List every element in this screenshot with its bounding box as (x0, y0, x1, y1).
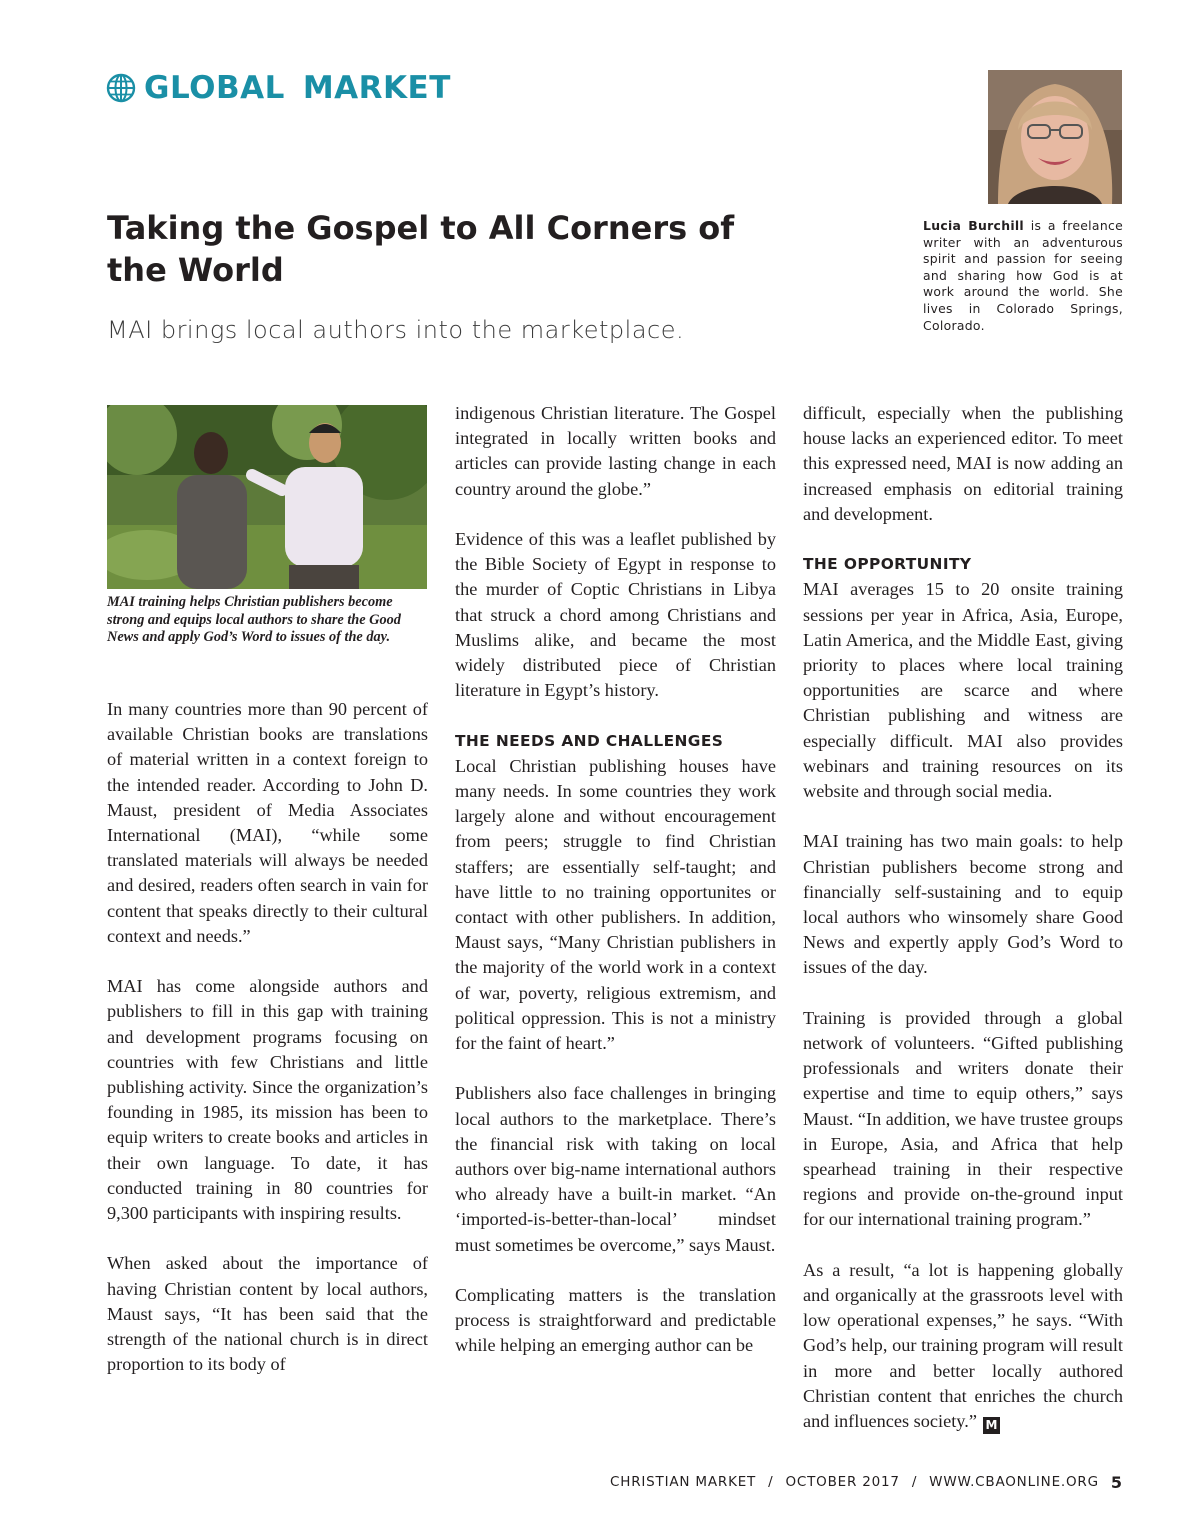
paragraph: In many countries more than 90 percent of available Christian books are translations of material written in a context foreign to the intended reader. According to John D. Maust, president of Media Associates International (MAI), “while some translated materials will always be needed and desired, readers often search in vain for content that speaks directly to their cultural context and needs.” (107, 699, 428, 946)
footer-issue: OCTOBER 2017 (785, 1474, 900, 1490)
author-bio (923, 218, 1123, 334)
article-title: Taking the Gospel to All Corners of the World (107, 209, 735, 289)
body-column-3 (803, 401, 1123, 1459)
author-photo (988, 70, 1122, 204)
paragraph-final (803, 1258, 1123, 1434)
page-footer (610, 1471, 1122, 1493)
paragraph: Local Christian publishing houses have many needs. In some countries they work largely alone and without encouragement from peers; struggle to find Christian staffers; are essentially self-taught; and have little to no training opportunites or contact with other publishers. In addition, Maust says, “Many Christian publishers in the majority of the world work in a context of war, poverty, religious extremism, and political oppression. This is not a ministry for the faint of heart.” (455, 755, 776, 1054)
author-name: Lucia Burchill (923, 218, 1024, 233)
body-column-1 (107, 697, 428, 1403)
paragraph: Complicating matters is the translation process is straightforward and predictable while helping an emerging author can be (455, 1285, 776, 1356)
paragraph: indigenous Christian literature. The Gospel integrated in locally written books and articles can provide lasting change in each country around the globe.” (455, 403, 776, 499)
footer-separator: / (911, 1474, 918, 1490)
paragraph: Publishers also face challenges in bringing local authors to the marketplace. There’s the financial risk with taking on local authors over big-name international authors who already have a built-in market. “An ‘imported-is-better-than-local’ mindset must sometimes be overcome,” says Maust. (455, 1083, 776, 1255)
training-photo (107, 405, 427, 589)
author-bio-text: is a freelance writer with an adventurous spirit and passion for seeing and sharing how God is at work around the world. She lives in Colorado Springs, Colorado. (923, 218, 1124, 333)
paragraph: MAI training has two main goals: to help Christian publishers become strong and financially self-sustaining and to equip local authors who winsomely share Good News and expertly apply God’s Word to issues of the day. (803, 831, 1123, 978)
section-word-global: GLOBAL (144, 70, 285, 106)
end-mark-icon: M (983, 1417, 1000, 1434)
final-paragraph-text: As a result, “a lot is happening globally and organically at the grassroots level with low operational expenses,” he says. “With God’s help, our training program will result in more and better locally authored Christian content that enriches the church and influences society.” (803, 1259, 1123, 1432)
footer-url[interactable]: WWW.CBAONLINE.ORG (929, 1474, 1099, 1490)
page-number: 5 (1110, 1472, 1122, 1492)
paragraph: Training is provided through a global network of volunteers. “Gifted publishing professionals and writers donate their expertise and time to equip others,” says Maust. “In addition, we have trustee groups in Europe, Asia, and Africa that help spearhead training in their respective regions and provide on-the-ground input for our international training program.” (803, 1007, 1123, 1230)
subhead-opportunity: THE OPPORTUNITY (803, 555, 972, 574)
footer-magazine: CHRISTIAN MARKET (610, 1474, 757, 1490)
body-column-2 (455, 401, 776, 1384)
globe-icon (106, 73, 136, 103)
section-header (106, 68, 451, 108)
paragraph: When asked about the importance of having Christian content by local authors, Maust says, “It has been said that the strength of the national church is in direct proportion to its body of (107, 1253, 428, 1375)
photo-caption: MAI training helps Christian publishers become strong and equips local authors to share the Good News and apply God’s Word to issues of the day. (107, 594, 401, 645)
paragraph: Evidence of this was a leaflet published by the Bible Society of Egypt in response to the murder of Coptic Christians in Libya that struck a chord among Christians and Muslims alike, and became the most widely distributed piece of Christian literature in Egypt’s history. (455, 529, 776, 701)
paragraph: difficult, especially when the publishing house lacks an experienced editor. To meet this expressed need, MAI is now adding an increased emphasis on editorial training and development. (803, 403, 1123, 524)
paragraph: MAI averages 15 to 20 onsite training sessions per year in Africa, Asia, Europe, Latin America, and the Middle East, giving priority to places where local training opportunities are scarce and where Christian publishing and witness are especially difficult. MAI also provides webinars and training resources on its website and through social media. (803, 579, 1123, 802)
section-word-market: MARKET (302, 70, 451, 106)
article-subtitle: MAI brings local authors into the marketplace. (107, 316, 685, 344)
footer-separator: / (768, 1474, 774, 1490)
subhead-needs-challenges: THE NEEDS AND CHALLENGES (455, 731, 724, 750)
paragraph: MAI has come alongside authors and publishers to fill in this gap with training and development programs focusing on countries with few Christians and little publishing activity. Since the organization’s founding in 1985, its mission has been to equip writers to create books and articles in their own language. To date, it has conducted training in 80 countries for 9,300 participants with inspiring results. (107, 976, 428, 1224)
